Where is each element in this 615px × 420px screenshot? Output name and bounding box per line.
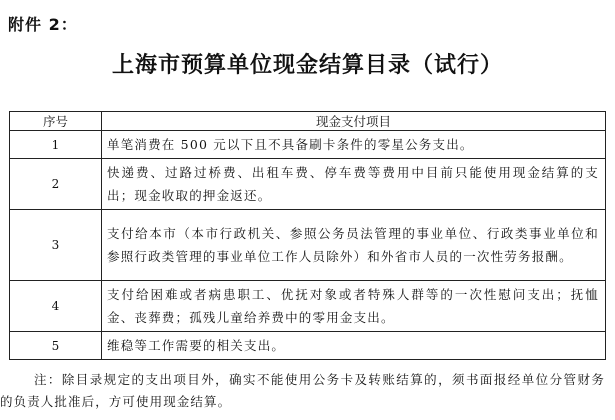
row-number: 4 bbox=[10, 281, 102, 332]
row-item: 维稳等工作需要的相关支出。 bbox=[102, 332, 606, 360]
footnote: 注：除目录规定的支出项目外，确实不能使用公务卡及转账结算的，须书面报经单位分管财务的负责人批准后，方可使用现金结算。 bbox=[0, 372, 605, 409]
row-number: 5 bbox=[10, 332, 102, 360]
table-row bbox=[10, 159, 606, 210]
table-row bbox=[10, 210, 606, 281]
attachment-label: 附件 2： bbox=[8, 15, 78, 34]
header-item: 现金支付项目 bbox=[102, 112, 606, 131]
table-row bbox=[10, 281, 606, 332]
table-row bbox=[10, 131, 606, 159]
row-number: 1 bbox=[10, 131, 102, 159]
row-number: 2 bbox=[10, 159, 102, 210]
table-row bbox=[10, 332, 606, 360]
header-number: 序号 bbox=[10, 112, 102, 131]
table-header-row bbox=[10, 112, 606, 131]
document-title: 上海市预算单位现金结算目录（试行） bbox=[111, 53, 503, 78]
row-item: 支付给本市（本市行政机关、参照公务员法管理的事业单位、行政类事业单位和参照行政类管理的事业单位工作人员除外）和外省市人员的一次性劳务报酬。 bbox=[102, 210, 606, 281]
row-item: 支付给困难或者病患职工、优抚对象或者特殊人群等的一次性慰问支出；抚恤金、丧葬费；孤残儿童给养费中的零用金支出。 bbox=[102, 281, 606, 332]
row-number: 3 bbox=[10, 210, 102, 281]
row-item: 快递费、过路过桥费、出租车费、停车费等费用中目前只能使用现金结算的支出；现金收取的押金返还。 bbox=[102, 159, 606, 210]
cash-settlement-table bbox=[9, 111, 606, 360]
row-item: 单笔消费在 500 元以下且不具备刷卡条件的零星公务支出。 bbox=[102, 131, 606, 159]
